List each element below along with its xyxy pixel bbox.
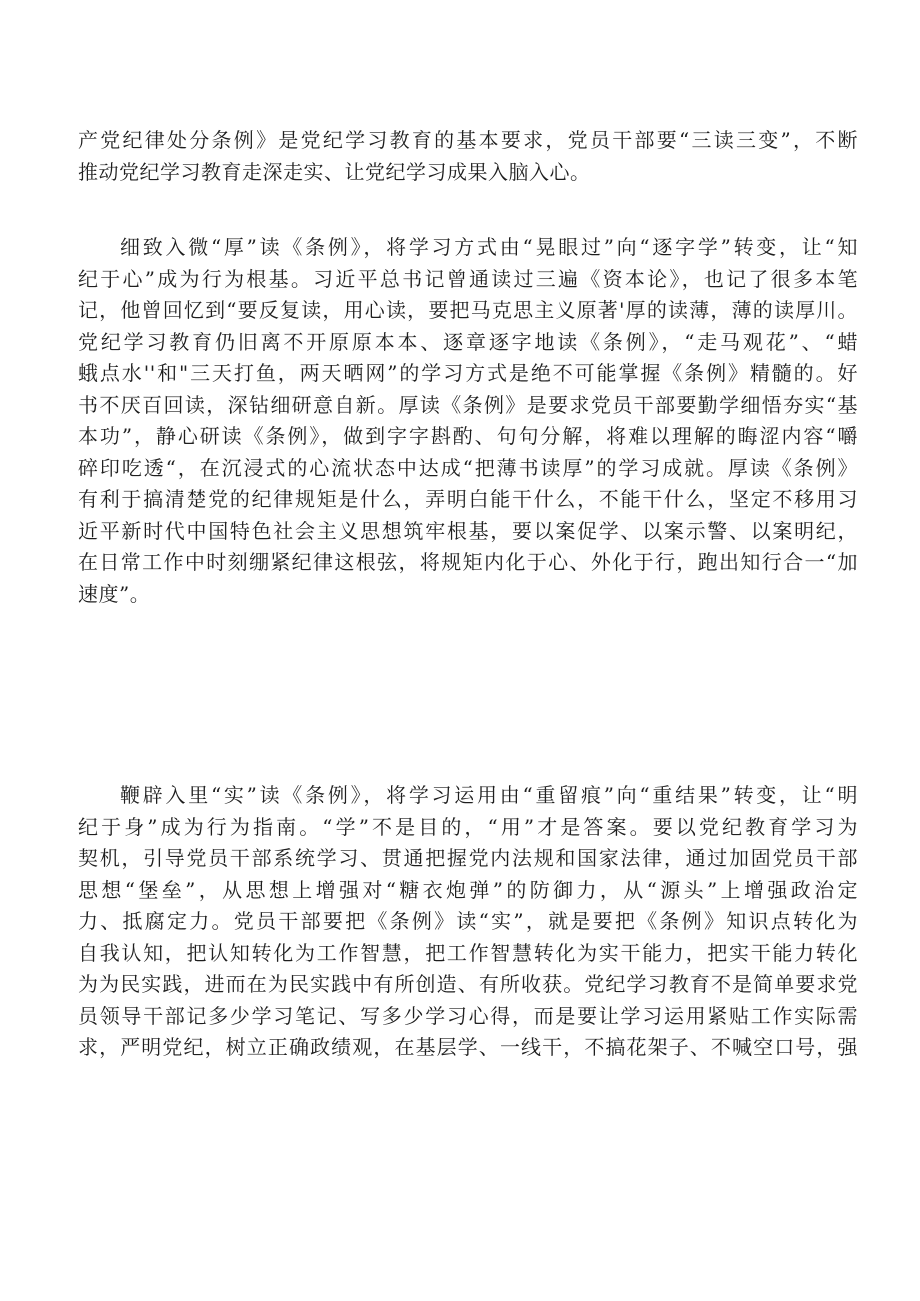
text-line: 力、抵腐定力。党员干部要把《条例》读“实”，就是要把《条例》知识点转化为 bbox=[78, 909, 858, 933]
text-line: 速度”。 bbox=[78, 581, 151, 606]
text-line: 有利于搞清楚党的纪律规矩是什么，弄明白能干什么，不能干什么，坚定不移用习 bbox=[78, 487, 858, 511]
text-line: 产党纪律处分条例》是党纪学习教育的基本要求，党员干部要“三读三变”，不断 bbox=[78, 128, 858, 152]
text-line: 近平新时代中国特色社会主义思想筑牢根基，要以案促学、以案示警、以案明纪， bbox=[78, 518, 858, 543]
text-line: 书不厌百回读，深钻细研意自新。厚读《条例》是要求党员干部要勤学细悟夯实“基 bbox=[78, 392, 858, 417]
text-line: 员领导干部记多少学习笔记、写多少学习心得，而是要让学习运用紧贴工作实际需 bbox=[78, 1003, 858, 1028]
text-line: 碎印吃透“，在沉浸式的心流状态中达成“把薄书读厚”的学习成就。厚读《条例》 bbox=[78, 455, 858, 480]
text-line: 蛾点水''和"三天打鱼，两天晒网”的学习方式是绝不可能掌握《条例》精髓的。好 bbox=[78, 361, 858, 385]
text-line: 纪于心”成为行为根基。习近平总书记曾通读过三遍《资本论》，也记了很多本笔 bbox=[78, 266, 858, 291]
text-line: 细致入微“厚”读《条例》，将学习方式由“晃眼过”向“逐字学”转变，让“知 bbox=[120, 235, 858, 259]
text-line: 思想“堡垒”，从思想上增强对“糖衣炮弹”的防御力，从“源头”上增强政治定 bbox=[78, 877, 858, 902]
paragraph-1 bbox=[78, 125, 858, 188]
text-line: 契机，引导党员干部系统学习、贯通把握党内法规和国家法律，通过加固党员干部 bbox=[78, 846, 858, 870]
text-line: 党纪学习教育仍旧离不开原原本本、逐章逐字地读《条例》，“走马观花”、“蜡 bbox=[78, 329, 858, 354]
text-line: 自我认知，把认知转化为工作智慧，把工作智慧转化为实干能力，把实干能力转化 bbox=[78, 940, 858, 965]
text-line: 在日常工作中时刻绷紧纪律这根弦，将规矩内化于心、外化于行，跑出知行合一“加 bbox=[78, 550, 858, 574]
text-line: 为为民实践，进而在为民实践中有所创造、有所收获。党纪学习教育不是简单要求党 bbox=[78, 972, 858, 996]
text-line: 推动党纪学习教育走深走实、让党纪学习成果入脑入心。 bbox=[78, 159, 591, 184]
text-line: 记，他曾回忆到“要反复读，用心读，要把马克思主义原著'厚的读薄，薄的读厚川。 bbox=[78, 298, 858, 322]
paragraph-2 bbox=[78, 232, 858, 610]
text-line: 纪于身”成为行为指南。“学”不是目的，“用”才是答案。要以党纪教育学习为 bbox=[78, 814, 858, 839]
text-line: 鞭辟入里“实”读《条例》，将学习运用由“重留痕”向“重结果”转变，让“明 bbox=[120, 783, 858, 807]
text-line: 本功”，静心研读《条例》，做到字字斟酌、句句分解，将难以理解的晦涩内容“嚼 bbox=[78, 424, 858, 448]
paragraph-3 bbox=[78, 780, 858, 1064]
text-line: 求，严明党纪，树立正确政绩观，在基层学、一线干，不搞花架子、不喊空口号，强 bbox=[78, 1035, 858, 1059]
